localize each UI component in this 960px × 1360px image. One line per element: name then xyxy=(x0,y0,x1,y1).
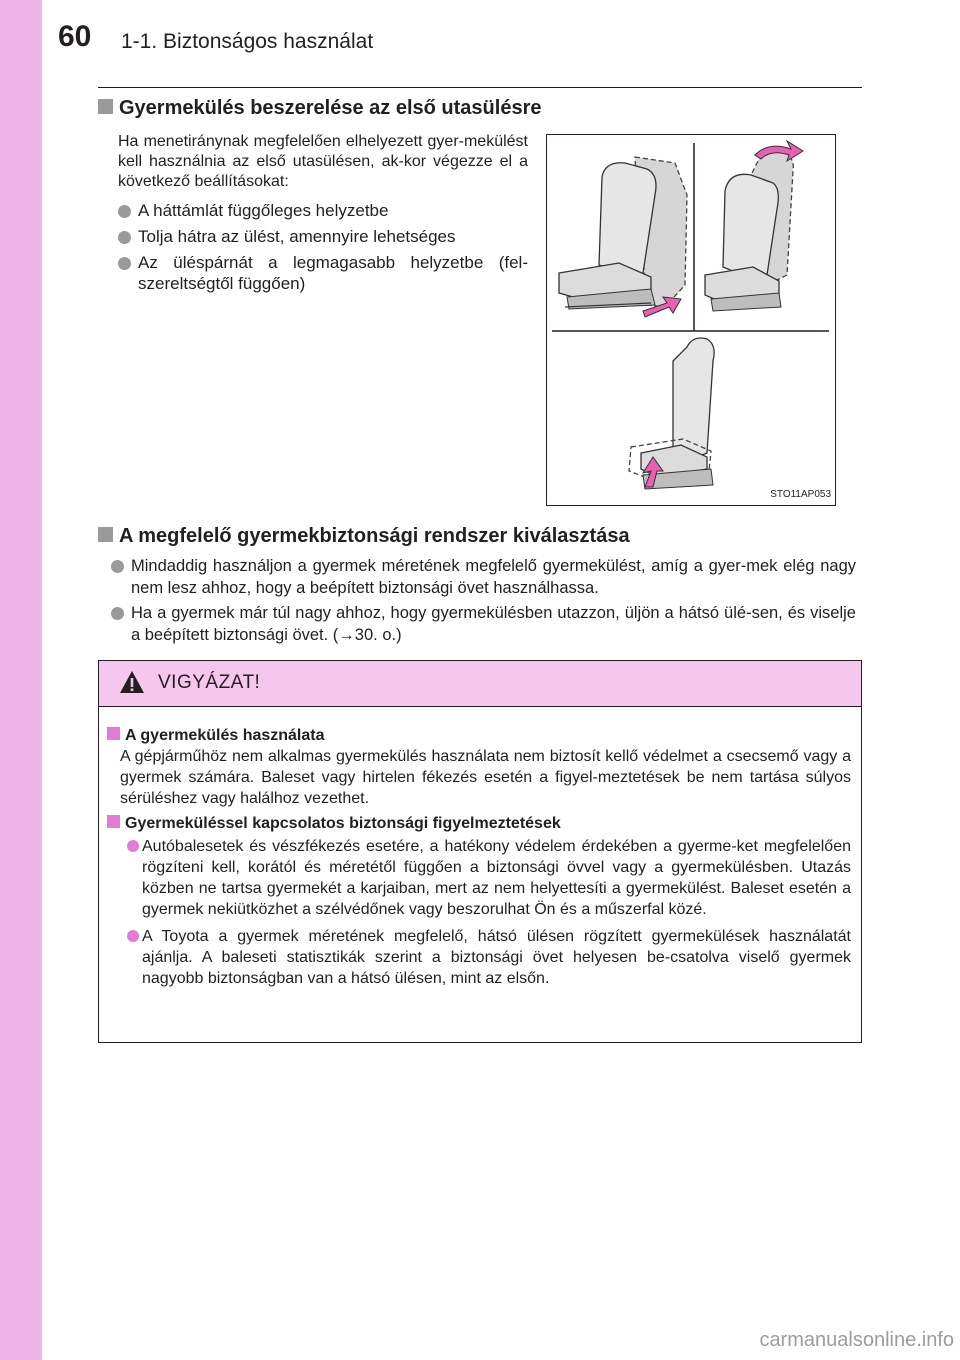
list-item: Mindaddig használjon a gyermek méretének megfelelő gyermekülést, amíg a gyer-mek elég nagy nem lesz ahhoz, hogy a beépített biztonsági övet használhassa. xyxy=(111,555,856,599)
figure-code: STO11AP053 xyxy=(770,489,831,500)
intro-paragraph: Ha menetiránynak megfelelően elhelyezett gyer-mekülést kell használnia az első utasülésen, ak-kor végezze el a következő beállításokat: xyxy=(118,133,528,190)
square-bullet-icon xyxy=(98,99,113,114)
square-bullet-icon xyxy=(107,727,120,740)
bullet-dot-icon xyxy=(127,840,139,852)
warning-header xyxy=(99,661,861,707)
warning-paragraph: A gépjárműhöz nem alkalmas gyermekülés használata nem biztosít kellő védelmet a csecsemő vagy a gyermek számára. Baleset vagy hirtelen fékezés esetén a figyel-meztetések be nem tartása súlyos sérüléshez vagy halálhoz vezethet. xyxy=(120,748,851,807)
bullet-dot-icon xyxy=(111,560,124,573)
header-divider xyxy=(98,87,862,88)
chapter-title: 1-1. Biztonságos használat xyxy=(121,30,374,53)
bullet-dot-icon xyxy=(118,257,131,270)
section-heading-text: Gyermekülés beszerelése az első utasülésre xyxy=(119,97,542,119)
list-item: A Toyota a gyermek méretének megfelelő, hátsó ülésen rögzített gyermekülések használatát ajánlja. A baleseti statisztikák szerint a biztonsági övet helyesen be-csatolva viselő gyermek nagyobb biztonságban van a hátsó ülésen, mint az elsőn. xyxy=(107,926,851,989)
bullet-dot-icon xyxy=(127,930,139,942)
warning-triangle-icon xyxy=(119,670,145,694)
warning-title: VIGYÁZAT! xyxy=(158,672,261,693)
seat-adjustment-figure xyxy=(546,134,836,506)
list-item: Ha a gyermek már túl nagy ahhoz, hogy gyermekülésben utazzon, üljön a hátsó ülé-sen, és viselje a beépített biztonsági övet. (→30. o.) xyxy=(111,602,856,646)
warning-box xyxy=(98,660,862,1043)
list-item: Autóbalesetek és vészfékezés esetére, a hatékony védelem érdekében a gyerme-ket megfelelően rögzíteni kell, korától és méretétől függően a biztonsági övvel vagy a gyermekülésben. Utazás közben ne tartsa gyermekét a karjaiban, mert az nem helyettesíti a gyermekülést. Baleset esetén a gyermek nekiütközhet a szélvédőnek vagy beszorulhat Ön és a műszerfal közé. xyxy=(107,836,851,920)
section-heading-child-restraint xyxy=(98,525,630,548)
section-heading-front-seat xyxy=(98,97,541,120)
intro-text xyxy=(118,132,528,297)
bullet-dot-icon xyxy=(118,231,131,244)
warning-subheading: A gyermekülés használata xyxy=(107,725,851,746)
seat-cushion-icon xyxy=(629,338,714,489)
side-color-bar xyxy=(0,0,42,1360)
seat-illustration xyxy=(547,135,834,504)
bullet-dot-icon xyxy=(111,607,124,620)
watermark: carmanualsonline.info xyxy=(759,1329,954,1351)
section-heading-text: A megfelelő gyermekbiztonsági rendszer kiválasztása xyxy=(119,525,630,547)
square-bullet-icon xyxy=(107,815,120,828)
square-bullet-icon xyxy=(98,527,113,542)
list-item: Az üléspárnát a legmagasabb helyzetbe (fel-szereltségtől függően) xyxy=(118,252,528,294)
list-item: Tolja hátra az ülést, amennyire lehetséges xyxy=(118,226,528,247)
bullet-dot-icon xyxy=(118,205,131,218)
warning-body xyxy=(99,707,861,989)
page-number: 60 xyxy=(58,20,92,53)
list-item: A háttámlát függőleges helyzetbe xyxy=(118,200,528,221)
restraint-list xyxy=(111,555,856,649)
seat-backrest-icon xyxy=(559,157,687,317)
warning-subheading: Gyermeküléssel kapcsolatos biztonsági figyelmeztetések xyxy=(107,813,851,834)
adjustment-list xyxy=(118,200,528,294)
seat-slide-icon xyxy=(705,141,803,311)
